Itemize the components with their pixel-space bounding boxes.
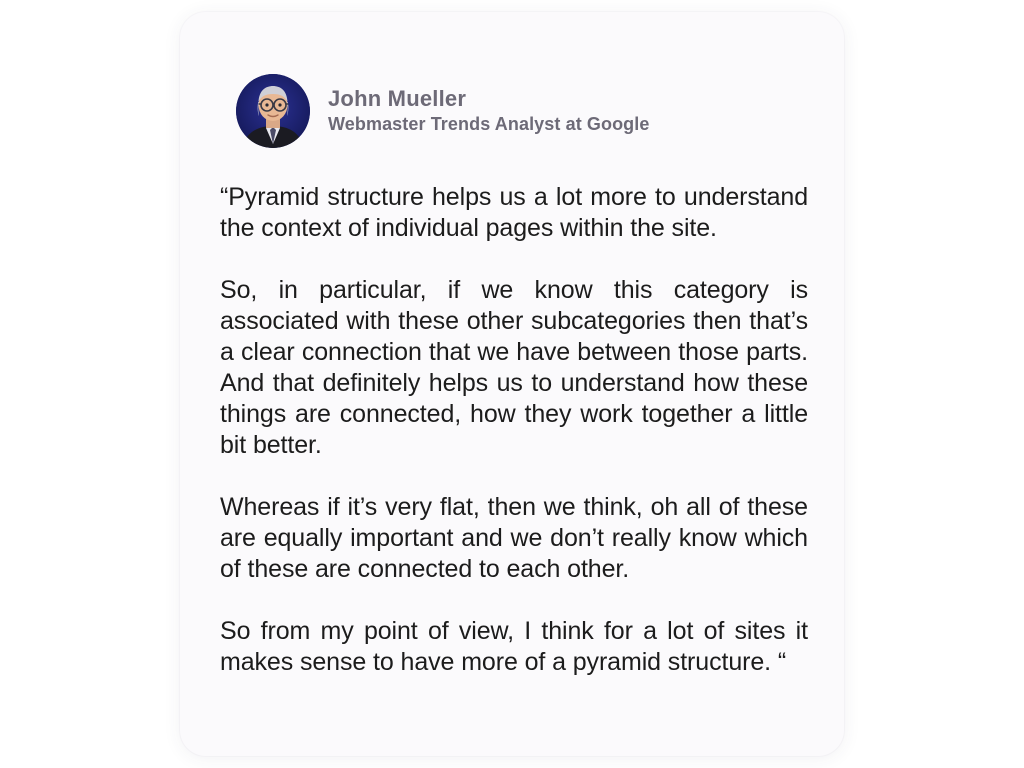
quote-paragraph-2: So, in particular, if we know this category is associated with these other subcategories then that’s a clear connection that we have between those parts. And that definitely helps us to understand how these things are connected, how they work together a little bit better. [220, 276, 808, 459]
author-row [236, 74, 650, 148]
quote-card [180, 12, 844, 756]
quote-paragraph-3: Whereas if it’s very flat, then we think, oh all of these are equally important and we don’t really know which of these are connected to each other. [220, 493, 808, 583]
quote-paragraph-4: So from my point of view, I think for a lot of sites it makes sense to have more of a pyramid structure. “ [220, 617, 808, 676]
author-info [328, 87, 650, 135]
person-photo-avatar-icon [236, 74, 310, 148]
avatar [236, 74, 310, 148]
author-role: Webmaster Trends Analyst at Google [328, 114, 650, 135]
quote-text-block [220, 182, 808, 678]
quote-paragraph-1: “Pyramid structure helps us a lot more to understand the context of individual pages within the site. [220, 183, 808, 242]
author-name: John Mueller [328, 86, 467, 111]
